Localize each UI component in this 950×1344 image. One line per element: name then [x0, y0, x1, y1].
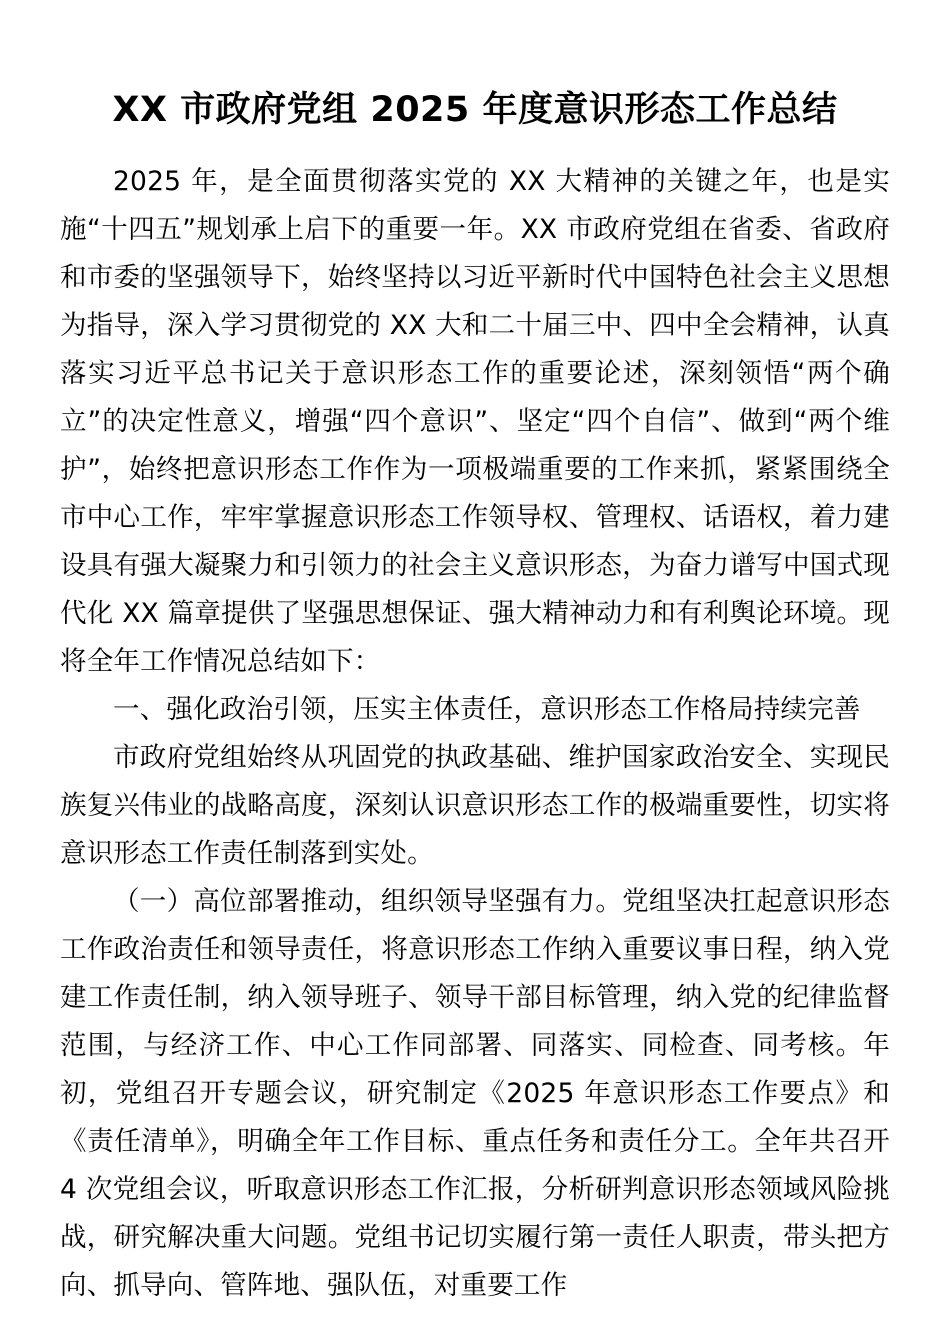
paragraph-section-1-1: （一）高位部署推动，组织领导坚强有力。党组坚决扛起意识形态工作政治责任和领导责任，将意识形态工作纳入重要议事日程，纳入党建工作责任制，纳入领导班子、领导干部目标管理，纳入党的纪律监督范围，与经济工作、中心工作同部署、同落实、同检查、同考核。年初，党组召开专题会议，研究制定《2025 年意识形态工作要点》和《责任清单》，明确全年工作目标、重点任务和责任分工。全年共召开 4 次党组会议，听取意识形态工作汇报，分析研判意识形态领域风险挑战，研究解决重大问题。党组书记切实履行第一责任人职责，带头把方向、抓导向、管阵地、强队伍，对重要工作 [60, 886, 890, 1301]
section-heading-1: 一、强化政治引领，压实主体责任，意识形态工作格局持续完善 [113, 694, 861, 725]
document-body [60, 158, 890, 1310]
paragraph-section-1-lead: 市政府党组始终从巩固党的执政基础、维护国家政治安全、实现民族复兴伟业的战略高度，深刻认识意识形态工作的极端重要性，切实将意识形态工作责任制落到实处。 [60, 742, 890, 869]
paragraph-intro: 2025 年，是全面贯彻落实党的 XX 大精神的关键之年，也是实施“十四五”规划承上启下的重要一年。XX 市政府党组在省委、省政府和市委的坚强领导下，始终坚持以习近平新时代中国特色社会主义思想为指导，深入学习贯彻党的 XX 大和二十届三中、四中全会精神，认真落实习近平总书记关于意识形态工作的重要论述，深刻领悟“两个确立”的决定性意义，增强“四个意识”、坚定“四个自信”、做到“两个维护”，始终把意识形态工作作为一项极端重要的工作来抓，紧紧围绕全市中心工作，牢牢掌握意识形态工作领导权、管理权、话语权，着力建设具有强大凝聚力和引领力的社会主义意识形态，为奋力谱写中国式现代化 XX 篇章提供了坚强思想保证、强大精神动力和有利舆论环境。现将全年工作情况总结如下： [60, 166, 890, 677]
page-title: XX 市政府党组 2025 年度意识形态工作总结 [112, 90, 838, 131]
